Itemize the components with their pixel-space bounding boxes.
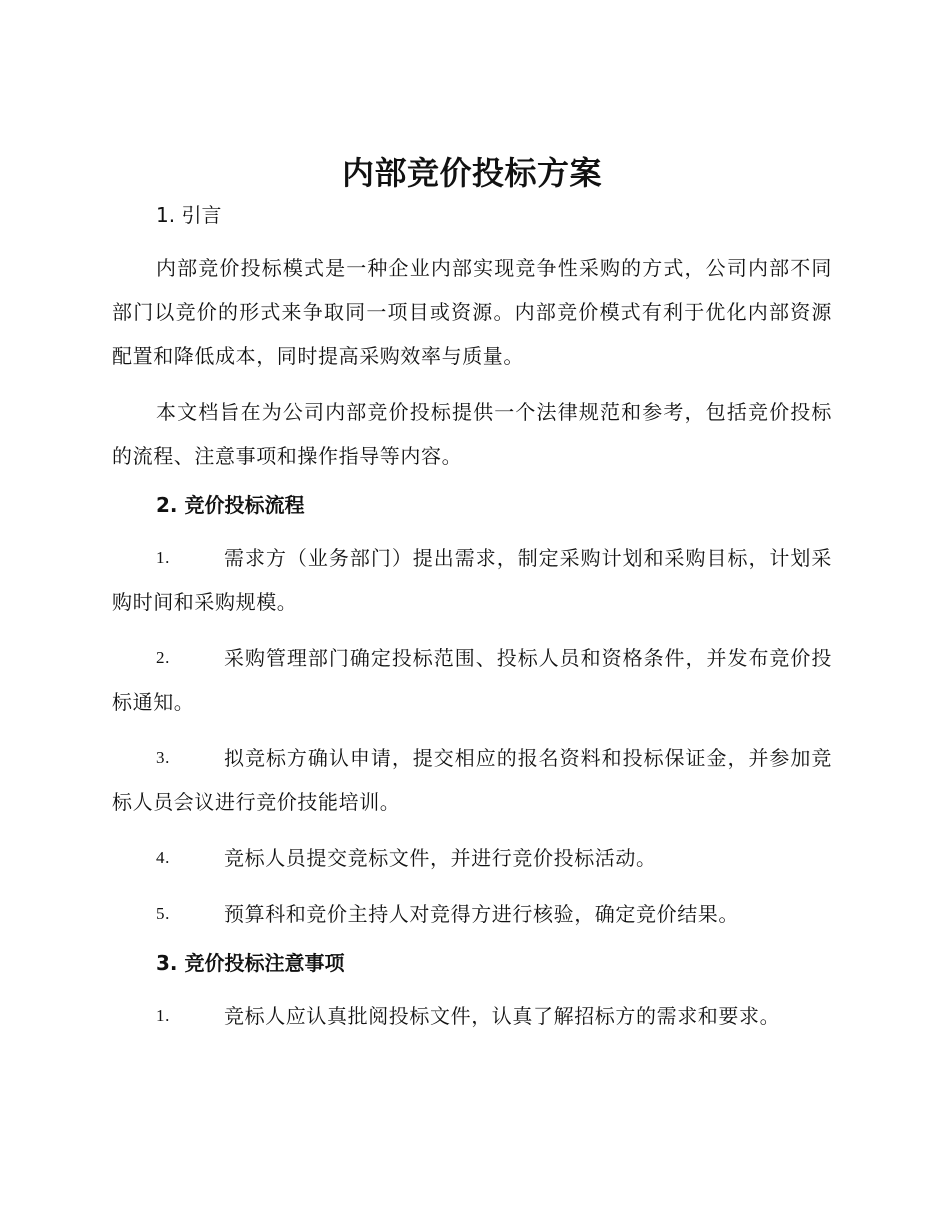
list-item-number: 4. — [156, 848, 170, 867]
list-item-number: 5. — [156, 904, 170, 923]
list-item — [112, 994, 832, 1038]
list-item-number: 1. — [156, 548, 170, 567]
document-page — [112, 150, 832, 1038]
list-item-number: 2. — [156, 648, 170, 667]
paragraph: 本文档旨在为公司内部竞价投标提供一个法律规范和参考，包括竞价投标的流程、注意事项和操作指导等内容。 — [112, 400, 832, 468]
list-item-text: 竞标人应认真批阅投标文件，认真了解招标方的需求和要求。 — [224, 1004, 781, 1028]
section-introduction — [112, 200, 832, 478]
document-title: 内部竞价投标方案 — [341, 154, 602, 192]
list-item — [112, 892, 832, 936]
list-item-number: 1. — [156, 1006, 170, 1025]
list-item-text: 竞标人员提交竞标文件，并进行竞价投标活动。 — [224, 846, 657, 870]
section-heading: 1. 引言 — [156, 203, 222, 227]
section-heading: 2. 竞价投标流程 — [156, 493, 305, 517]
list-item-text: 采购管理部门确定投标范围、投标人员和资格条件，并发布竞价投标通知。 — [112, 646, 832, 714]
list-item-text: 预算科和竞价主持人对竞得方进行核验，确定竞价结果。 — [224, 902, 739, 926]
list-item-text: 拟竞标方确认申请，提交相应的报名资料和投标保证金，并参加竞标人员会议进行竞价技能培训。 — [112, 746, 832, 814]
section-heading: 3. 竞价投标注意事项 — [156, 951, 345, 975]
paragraph: 内部竞价投标模式是一种企业内部实现竞争性采购的方式，公司内部不同部门以竞价的形式来争取同一项目或资源。内部竞价模式有利于优化内部资源配置和降低成本，同时提高采购效率与质量。 — [112, 256, 832, 368]
section-bidding-notes — [112, 948, 832, 1038]
list-item-number: 3. — [156, 748, 170, 767]
list-item — [112, 836, 832, 880]
list-item-text: 需求方（业务部门）提出需求，制定采购计划和采购目标，计划采购时间和采购规模。 — [112, 546, 832, 614]
list-item — [112, 536, 832, 624]
list-item — [112, 736, 832, 824]
list-item — [112, 636, 832, 724]
section-bidding-process — [112, 490, 832, 936]
